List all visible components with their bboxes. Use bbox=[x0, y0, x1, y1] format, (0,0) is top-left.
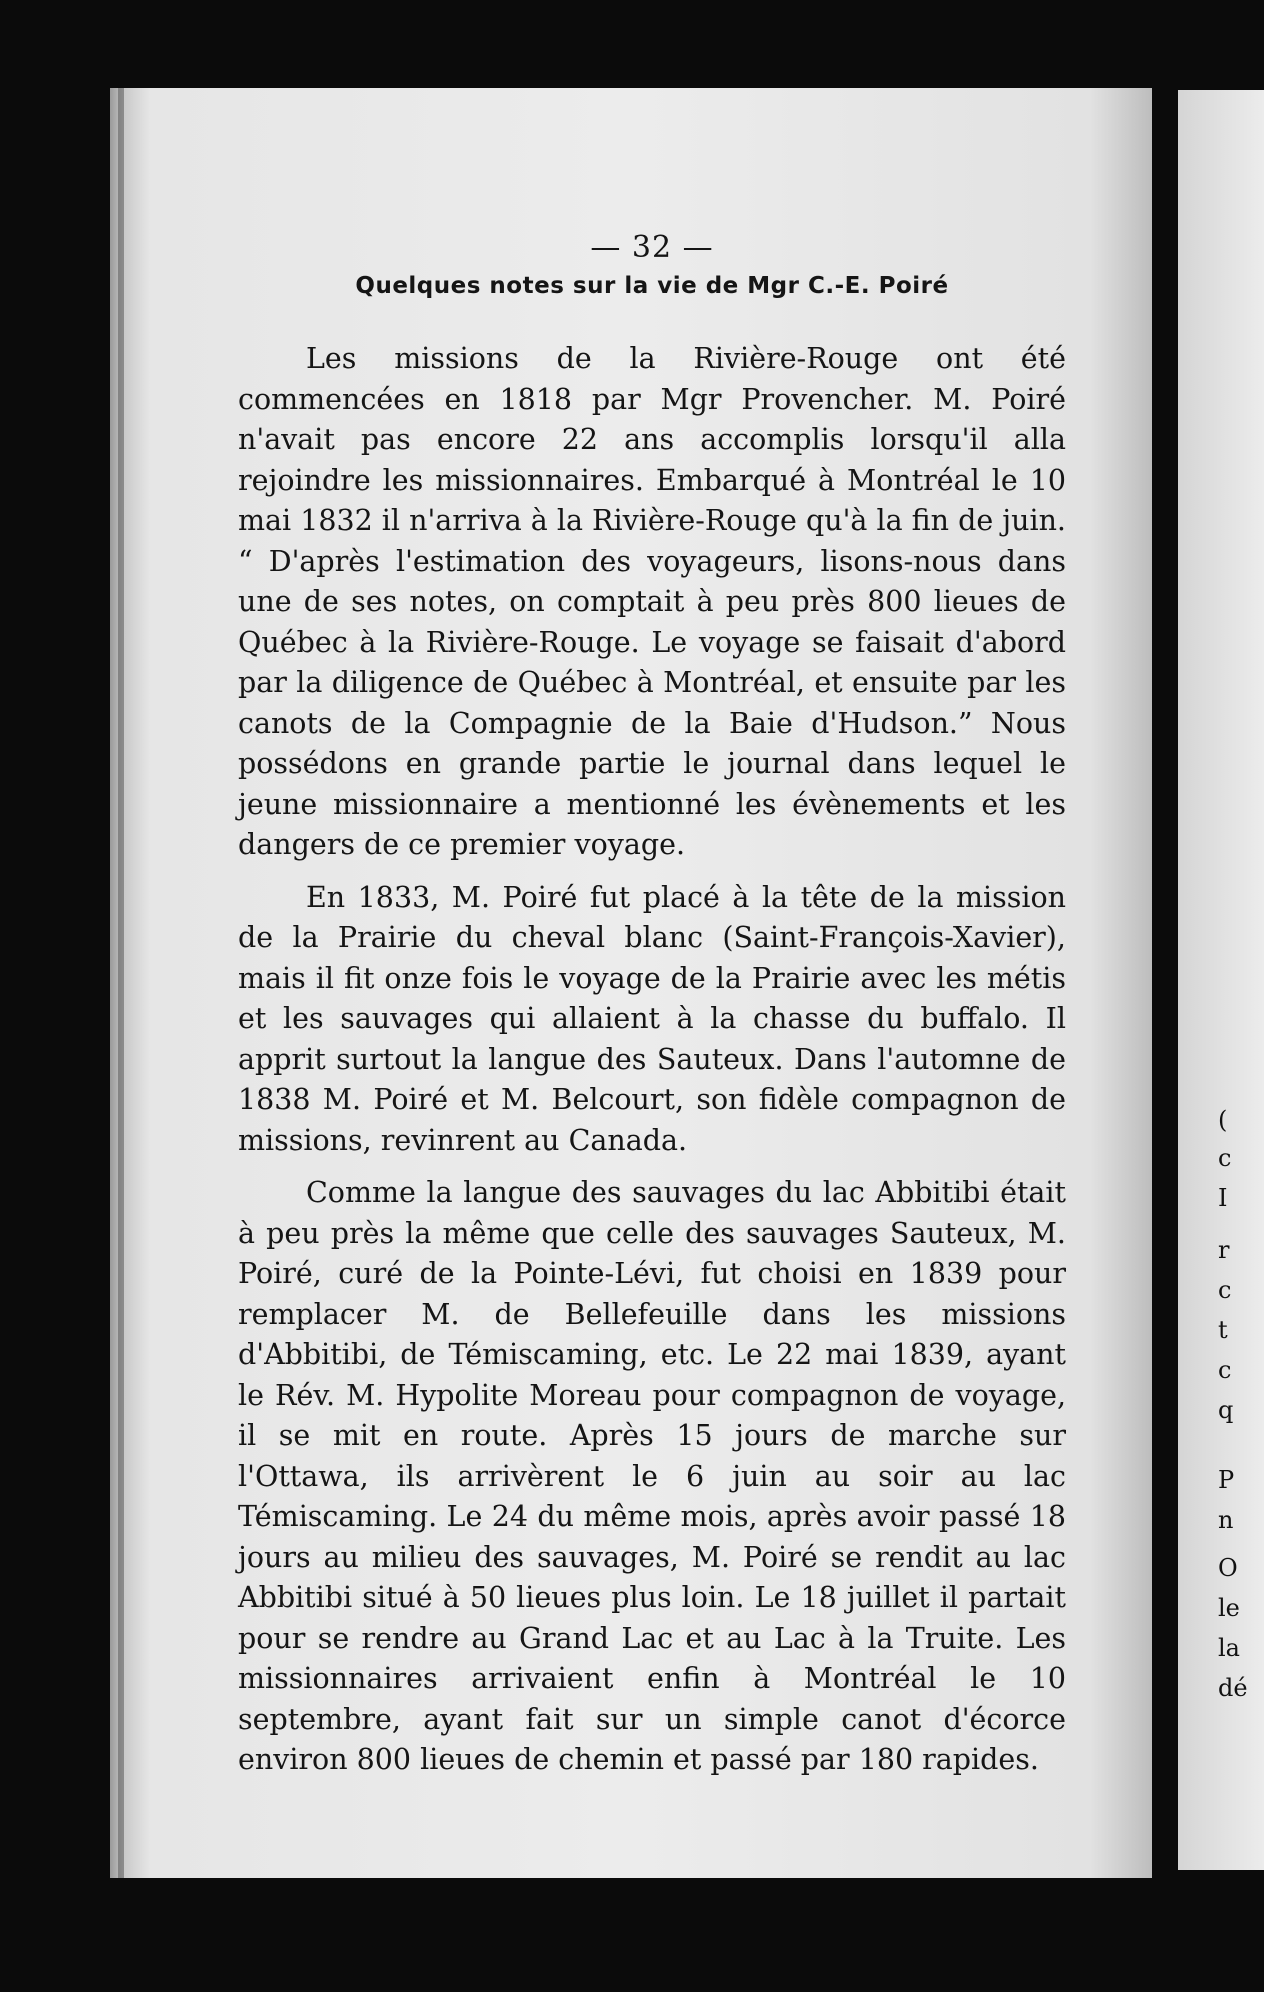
fragment: la bbox=[1218, 1634, 1240, 1662]
fragment: q bbox=[1218, 1396, 1234, 1424]
paragraph: Les missions de la Rivière-Rouge ont été commencées en 1818 par Mgr Provencher. M. Poiré n'avait pas encore 22 ans accomplis lorsqu'il alla rejoindre les missionnaires. Embarqué à Montréal le 10 mai 1832 il n'arriva à la Rivière-Rouge qu'à la fin de juin. “ D'après l'estimation des voyageurs, lisons-nous dans une de ses notes, on comptait à peu près 800 lieues de Québec à la Rivière-Rouge. Le voyage se faisait d'abord par la diligence de Québec à Montréal, et ensuite par les canots de la Compagnie de la Baie d'Hudson.” Nous possédons en grande partie le journal dans lequel le jeune missionnaire a mentionné les évènements et les dangers de ce premier voyage. bbox=[238, 342, 1066, 861]
paragraph: Comme la langue des sauvages du lac Abbitibi était à peu près la même que celle des sauvages Sauteux, M. Poiré, curé de la Pointe-Lévi, fut choisi en 1839 pour remplacer M. de Bellefeuille dans les missions d'Abbitibi, de Témiscaming, etc. Le 22 mai 1839, ayant le Rév. M. Hypolite Moreau pour compagnon de voyage, il se mit en route. Après 15 jours de marche sur l'Ottawa, ils arrivèrent le 6 juin au soir au lac Témiscaming. Le 24 du même mois, après avoir passé 18 jours au milieu des sauvages, M. Poiré se rendit au lac Abbitibi situé à 50 lieues plus loin. Le 18 juillet il partait pour se rendre au Grand Lac et au Lac à la Truite. Les missionnaires arrivaient enfin à Montréal le 10 septembre, ayant fait sur un simple canot d'écorce environ 800 lieues de chemin et passé par 180 rapides. bbox=[238, 1176, 1066, 1776]
fragment: r bbox=[1218, 1236, 1230, 1264]
fragment: O bbox=[1218, 1554, 1238, 1582]
fragment: le bbox=[1218, 1594, 1240, 1622]
fragment: P bbox=[1218, 1466, 1235, 1494]
fragment: t bbox=[1218, 1316, 1228, 1344]
fragment: c bbox=[1218, 1144, 1232, 1172]
fragment: I bbox=[1218, 1184, 1228, 1212]
fragment: n bbox=[1218, 1506, 1234, 1534]
fragment: dé bbox=[1218, 1674, 1248, 1702]
page-title: Quelques notes sur la vie de Mgr C.-E. Poiré bbox=[355, 273, 949, 299]
page-number: — 32 — bbox=[590, 230, 714, 265]
page-content bbox=[238, 230, 1066, 1793]
paragraph: En 1833, M. Poiré fut placé à la tête de la mission de la Prairie du cheval blanc (Saint-François-Xavier), mais il fit onze fois le voyage de la Prairie avec les métis et les sauvages qui allaient à la chasse du buffalo. Il apprit surtout la langue des Sauteux. Dans l'automne de 1838 M. Poiré et M. Belcourt, son fidèle compagnon de missions, revinrent au Canada. bbox=[238, 880, 1066, 1157]
fragment: c bbox=[1218, 1356, 1232, 1384]
fragment: c bbox=[1218, 1276, 1232, 1304]
fragment: ( bbox=[1218, 1106, 1228, 1134]
